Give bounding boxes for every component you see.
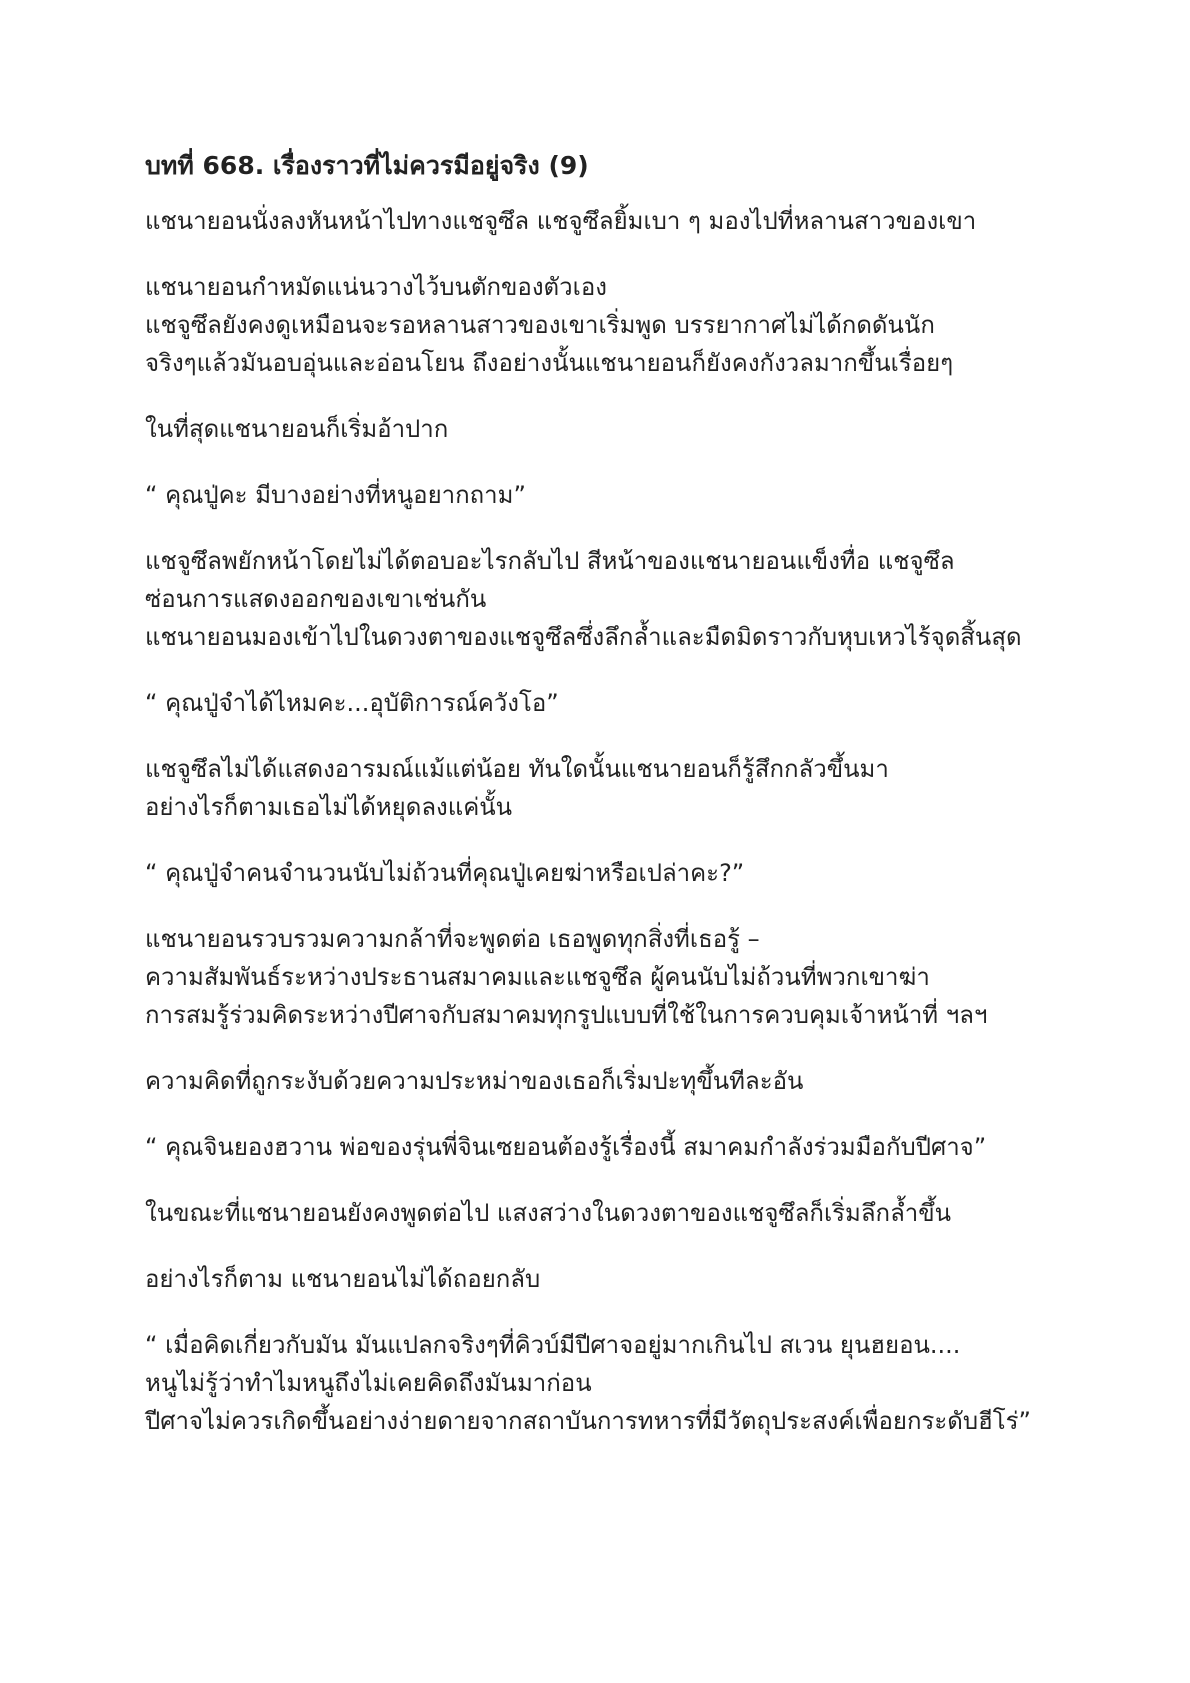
paragraph-line: แชจูซึลยังคงดูเหมือนจะรอหลานสาวของเขาเริ่มพูด บรรยากาศไม่ได้กดดันนัก	[145, 311, 935, 339]
dialogue-paragraph	[145, 854, 1145, 892]
paragraph	[145, 542, 1145, 656]
paragraph-line: จริงๆแล้วมันอบอุ่นและอ่อนโยน ถึงอย่างนั้นแชนายอนก็ยังคงกังวลมากขึ้นเรื่อยๆ	[145, 349, 954, 377]
paragraph	[145, 1260, 1145, 1298]
dialogue-paragraph	[145, 1326, 1145, 1440]
dialogue-paragraph	[145, 476, 1145, 514]
paragraph-line: แชจูซึลพยักหน้าโดยไม่ได้ตอบอะไรกลับไป สีหน้าของแชนายอนแข็งทื่อ แชจูซึล	[145, 547, 955, 575]
paragraph	[145, 750, 1145, 826]
paragraph-line: แชนายอนมองเข้าไปในดวงตาของแชจูซึลซึ่งลึกล้ำและมืดมิดราวกับหุบเหวไร้จุดสิ้นสุด	[145, 623, 1022, 651]
paragraph-line: “ คุณจินยองฮวาน พ่อของรุ่นพี่จินเซยอนต้องรู้เรื่องนี้ สมาคมกำลังร่วมมือกับปีศาจ”	[145, 1133, 987, 1161]
paragraph-line: แชนายอนนั่งลงหันหน้าไปทางแชจูซึล แชจูซึลยิ้มเบา ๆ มองไปที่หลานสาวของเขา	[145, 207, 977, 235]
paragraph-line: ซ่อนการแสดงออกของเขาเช่นกัน	[145, 585, 487, 613]
dialogue-paragraph	[145, 1128, 1145, 1166]
paragraph-line: “ คุณปู่จำคนจำนวนนับไม่ถ้วนที่คุณปู่เคยฆ่าหรือเปล่าคะ?”	[145, 859, 745, 887]
paragraph-line: ความสัมพันธ์ระหว่างประธานสมาคมและแชจูซึล ผู้คนนับไม่ถ้วนที่พวกเขาฆ่า	[145, 963, 930, 991]
paragraph-line: อย่างไรก็ตาม แชนายอนไม่ได้ถอยกลับ	[145, 1265, 541, 1293]
paragraph	[145, 410, 1145, 448]
paragraph	[145, 920, 1145, 1034]
paragraph-line: ในขณะที่แชนายอนยังคงพูดต่อไป แสงสว่างในดวงตาของแชจูซึลก็เริ่มลึกล้ำขึ้น	[145, 1199, 952, 1227]
paragraph-line: ความคิดที่ถูกระงับด้วยความประหม่าของเธอก็เริ่มปะทุขึ้นทีละอัน	[145, 1067, 804, 1095]
paragraph-line: แชนายอนกำหมัดแน่นวางไว้บนตักของตัวเอง	[145, 273, 607, 301]
paragraph-line: ปีศาจไม่ควรเกิดขึ้นอย่างง่ายดายจากสถาบันการทหารที่มีวัตถุประสงค์เพื่อยกระดับฮีโร่”	[145, 1407, 1031, 1435]
paragraph	[145, 202, 1145, 240]
chapter-title: บทที่ 668. เรื่องราวที่ไม่ควรมีอยู่จริง (9)	[145, 151, 589, 180]
paragraph	[145, 268, 1145, 382]
paragraph-line: “ เมื่อคิดเกี่ยวกับมัน มันแปลกจริงๆที่คิวบ์มีปีศาจอยู่มากเกินไป สเวน ยุนฮยอน....	[145, 1331, 961, 1359]
paragraph	[145, 1062, 1145, 1100]
dialogue-paragraph	[145, 684, 1145, 722]
paragraph-line: แชนายอนรวบรวมความกล้าที่จะพูดต่อ เธอพูดทุกสิ่งที่เธอรู้ –	[145, 925, 760, 953]
paragraph-line: “ คุณปู่จำได้ไหมคะ...อุบัติการณ์ควังโอ”	[145, 689, 559, 717]
paragraph-line: แชจูซึลไม่ได้แสดงอารมณ์แม้แต่น้อย ทันใดนั้นแชนายอนก็รู้สึกกลัวขึ้นมา	[145, 755, 889, 783]
paragraph-line: หนูไม่รู้ว่าทำไมหนูถึงไม่เคยคิดถึงมันมาก่อน	[145, 1369, 592, 1397]
paragraph	[145, 1194, 1145, 1232]
paragraph-line: “ คุณปู่คะ มีบางอย่างที่หนูอยากถาม”	[145, 481, 526, 509]
paragraph-line: อย่างไรก็ตามเธอไม่ได้หยุดลงแค่นั้น	[145, 793, 513, 821]
document-page	[145, 140, 1145, 1468]
paragraph-line: การสมรู้ร่วมคิดระหว่างปีศาจกับสมาคมทุกรูปแบบที่ใช้ในการควบคุมเจ้าหน้าที่ ฯลฯ	[145, 1001, 988, 1029]
paragraph-line: ในที่สุดแชนายอนก็เริ่มอ้าปาก	[145, 415, 449, 443]
